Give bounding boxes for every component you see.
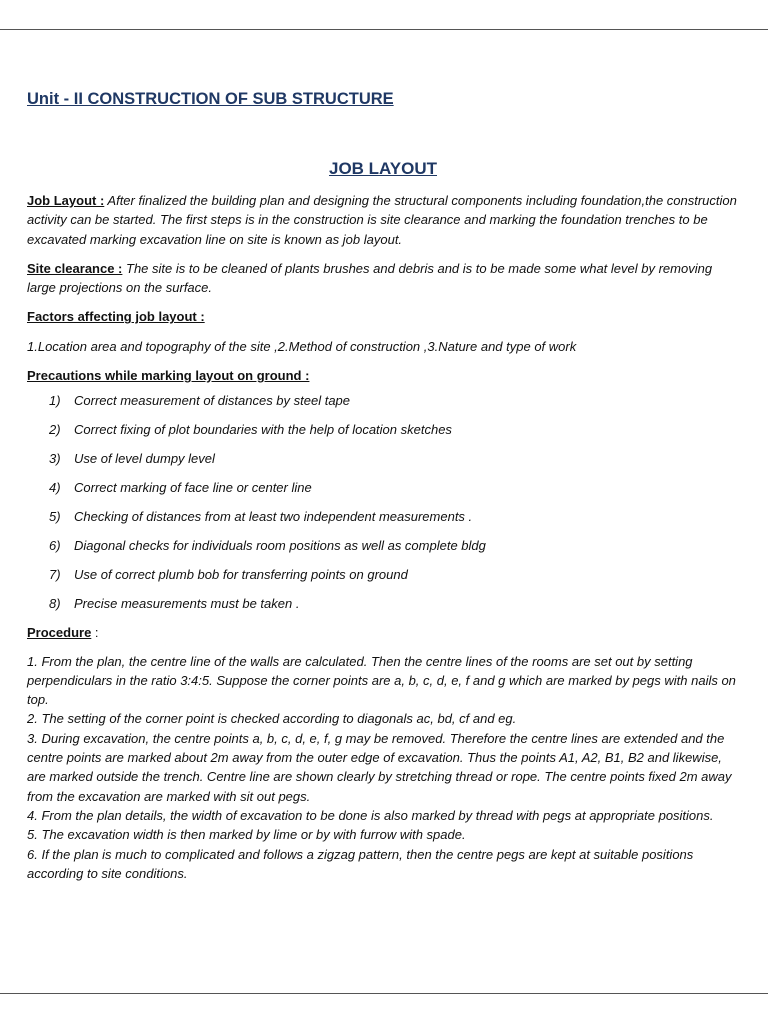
list-item [27,536,739,555]
factors-heading-paragraph [27,307,739,326]
list-item [27,449,739,468]
list-item [27,420,739,439]
list-item-text: Checking of distances from at least two independent measurements . [74,509,473,525]
procedure-step: 4. From the plan details, the width of excavation to be done is also marked by thread with pegs at appropriate positions. [27,807,714,823]
site-clearance-text: The site is to be cleaned of plants brushes and debris and is to be made some what level by removing large projections on the surface. [27,260,713,296]
list-item-number: 6) [49,538,61,554]
procedure-step: 5. The excavation width is then marked by lime or by with furrow with spade. [27,827,466,843]
precautions-heading: Precautions while marking layout on ground : [27,368,310,384]
procedure-colon: : [91,625,99,641]
list-item-number: 8) [49,596,61,612]
list-item-text: Diagonal checks for individuals room positions as well as complete bldg [74,538,486,554]
list-item-number: 7) [49,567,61,583]
list-item-text: Correct measurement of distances by steel tape [74,393,351,409]
bottom-rule [0,993,768,994]
list-item [27,594,739,613]
list-item [27,565,739,584]
list-item-text: Precise measurements must be taken . [74,596,300,612]
unit-title: Unit - II CONSTRUCTION OF SUB STRUCTURE [27,90,394,108]
list-item-text: Use of correct plumb bob for transferring points on ground [74,567,408,583]
job-layout-label: Job Layout : [27,193,105,208]
top-rule [0,29,768,30]
precautions-heading-paragraph [27,366,739,385]
procedure-heading: Procedure [27,625,92,641]
list-item [27,391,739,410]
list-item-number: 1) [49,393,61,409]
list-item-text: Use of level dumpy level [74,451,215,467]
factors-text: 1.Location area and topography of the site ,2.Method of construction ,3.Nature and type of work [27,338,577,354]
procedure-heading-paragraph [27,623,739,642]
job-layout-text: After finalized the building plan and designing the structural components including foundation,the construction activity can be started. The first steps is in the construction is site clearance and marking the foundation trenches to be excavated marking excavation line on site is known as job layout. [27,193,737,247]
procedure-step: 6. If the plan is much to complicated and follows a zigzag pattern, then the centre pegs are kept at suitable positions according to site conditions. [27,846,694,881]
list-item-number: 5) [49,509,61,525]
list-item-text: Correct marking of face line or center line [74,480,312,496]
document-body [27,88,739,883]
list-item-number: 2) [49,422,61,438]
procedure-steps [27,652,739,884]
job-layout-paragraph [27,191,739,249]
site-clearance-paragraph [27,259,739,298]
page-title: JOB LAYOUT [328,159,437,178]
procedure-step: 3. During excavation, the centre points a, b, c, d, e, f, g may be removed. Therefore the centre lines are extended and the centre points are marked about 2m away from the outer edge of excavation. Thus the points A1, A2, B1, B2 and likewise, are marked outside the trench. Centre line are shown clearly by stretching thread or rope. The centre points fixed 2m away from the excavation are marked with sit out pegs. [27,730,732,804]
procedure-step: 1. From the plan, the centre line of the walls are calculated. Then the centre lines of the rooms are set out by setting perpendiculars in the ratio 3:4:5. Suppose the corner points are a, b, c, d, e, f and g which are marked by pegs with nails on top. [27,653,736,708]
list-item [27,507,739,526]
precautions-list [27,391,739,613]
list-item-number: 3) [49,451,61,467]
factors-heading: Factors affecting job layout : [27,309,205,325]
list-item [27,478,739,497]
list-item-number: 4) [49,480,61,496]
site-clearance-label: Site clearance : [27,260,123,276]
list-item-text: Correct fixing of plot boundaries with the help of location sketches [74,422,452,438]
procedure-step: 2. The setting of the corner point is checked according to diagonals ac, bd, cf and eg. [27,711,517,727]
